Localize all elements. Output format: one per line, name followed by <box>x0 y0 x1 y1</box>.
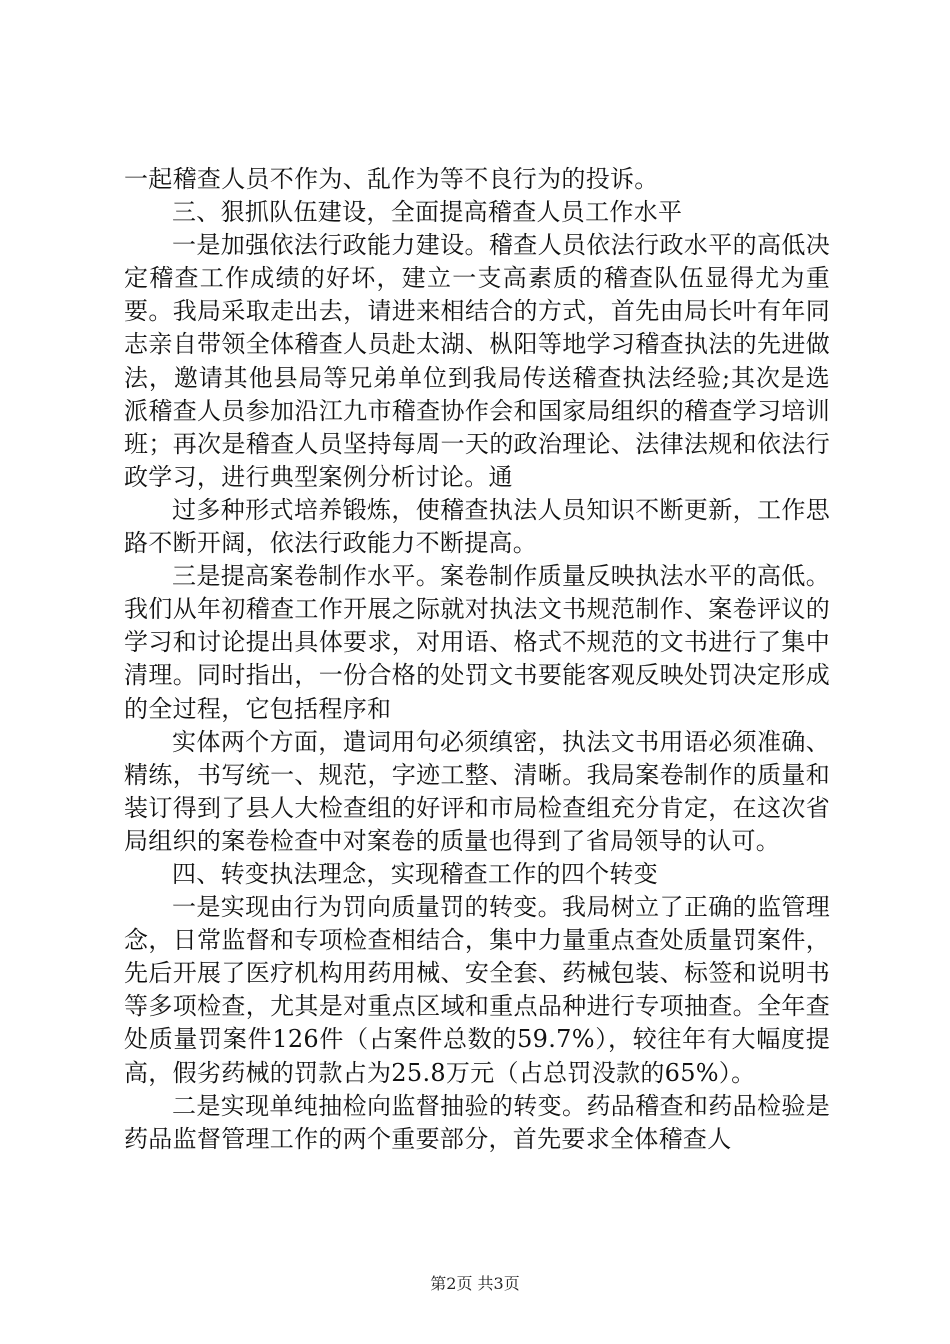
page-footer: 第2页 共3页 <box>430 1274 520 1293</box>
paragraph-4: 三是提高案卷制作水平。案卷制作质量反映执法水平的高低。我们从年初稽查工作开展之际就对执法文书规范制作、案卷评议的学习和讨论提出具体要求，对用语、格式不规范的文书进行了集中清理。同时指出，一份合格的处罚文书要能客观反映处罚决定形成的全过程，它包括程序和 <box>124 562 830 723</box>
paragraph-7: 二是实现单纯抽检向监督抽验的转变。药品稽查和药品检验是药品监督管理工作的两个重要部分，首先要求全体稽查人 <box>124 1091 830 1153</box>
section-heading-4: 四、转变执法理念，实现稽查工作的四个转变 <box>172 859 658 888</box>
section-heading-3: 三、狠抓队伍建设，全面提高稽查人员工作水平 <box>172 198 683 227</box>
paragraph-2: 一是加强依法行政能力建设。稽查人员依法行政水平的高低决定稽查工作成绩的好坏，建立一支高素质的稽查队伍显得尤为重要。我局采取走出去，请进来相结合的方式，首先由局长叶有年同志亲自带领全体稽查人员赴太湖、枞阳等地学习稽查执法的先进做法，邀请其他县局等兄弟单位到我局传送稽查执法经验;其次是选派稽查人员参加沿江九市稽查协作会和国家局组织的稽查学习培训班；再次是稽查人员坚持每周一天的政治理论、法律法规和依法行政学习，进行典型案例分析讨论。通 <box>124 231 830 491</box>
paragraph-5: 实体两个方面，遣词用句必须缜密，执法文书用语必须准确、精练，书写统一、规范，字迹工整、清晰。我局案卷制作的质量和装订得到了县人大检查组的好评和市局检查组充分肯定，在这次省局组织的案卷检查中对案卷的质量也得到了省局领导的认可。 <box>124 727 830 855</box>
paragraph-1: 一起稽查人员不作为、乱作为等不良行为的投诉。 <box>124 165 659 193</box>
paragraph-3: 过多种形式培养锻炼，使稽查执法人员知识不断更新，工作思路不断开阔，依法行政能力不断提高。 <box>124 495 830 558</box>
paragraph-6: 一是实现由行为罚向质量罚的转变。我局树立了正确的监管理念，日常监督和专项检查相结合，集中力量重点查处质量罚案件，先后开展了医疗机构用药用械、安全套、药械包装、标签和说明书等多项检查，尤其是对重点区域和重点品种进行专项抽查。全年查处质量罚案件126件（占案件总数的59.7%），较往年有大幅度提高，假劣药械的罚款占为25.8万元（占总罚没款的65%）。 <box>124 893 830 1087</box>
document-body <box>124 163 830 1156</box>
